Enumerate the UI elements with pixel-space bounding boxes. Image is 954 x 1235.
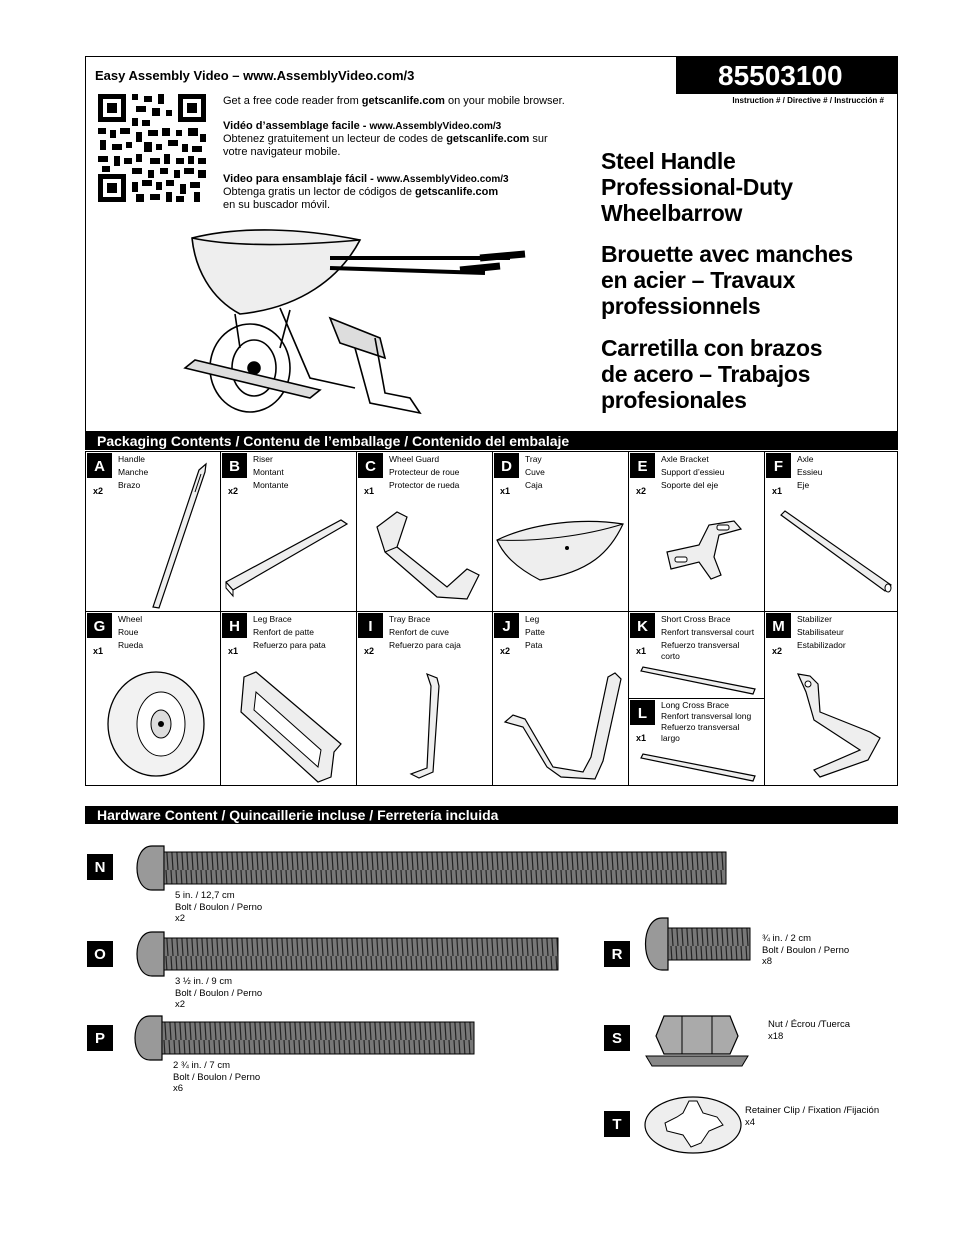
part-qty: x2 — [364, 646, 375, 656]
part-letter: G — [87, 613, 112, 638]
part-names — [661, 613, 754, 661]
title-fr-line: en acier – Travaux — [601, 267, 796, 293]
part-qty: x2 — [93, 486, 104, 496]
title-fr — [601, 241, 853, 319]
part-name: Montante — [253, 480, 289, 490]
scan-link-fr[interactable]: getscanlife.com — [446, 133, 530, 145]
title-es — [601, 335, 822, 413]
part-qty: x1 — [364, 486, 375, 496]
part-name: Caja — [525, 480, 543, 490]
wheel-guard-illustration — [367, 507, 487, 607]
part-name: Support d’essieu — [661, 467, 725, 477]
part-names — [525, 613, 545, 652]
part-cell-m[interactable] — [764, 611, 898, 786]
video-title-fr: Vidéo d’assemblage facile - — [223, 120, 370, 132]
title-en-line: Professional-Duty — [601, 174, 793, 200]
bolt-type: Bolt / Boulon / Perno — [175, 987, 263, 999]
hardware-letter-n: N — [87, 854, 113, 880]
scan-info-fr-text: Obtenez gratuitement un lecteur de codes de — [223, 133, 447, 145]
long-cross-brace-illustration — [639, 754, 759, 784]
bolt-qty: x2 — [175, 999, 186, 1010]
part-letter: M — [766, 613, 791, 638]
bolt-type: Bolt / Boulon / Perno — [175, 901, 263, 913]
part-name: largo — [661, 733, 680, 743]
part-qty: x1 — [772, 486, 783, 496]
title-en-line: Steel Handle — [601, 148, 736, 174]
scan-info-es-line2: en su buscador móvil. — [223, 199, 330, 211]
part-qty: x2 — [772, 646, 783, 656]
riser-illustration — [221, 512, 358, 602]
part-name: Patte — [525, 627, 545, 637]
bolt-size: 5 in. / 12,7 cm — [175, 890, 235, 901]
part-letter: D — [494, 453, 519, 478]
nut-type: Nut / Écrou /Tuerca — [768, 1019, 851, 1030]
part-name: Renfort de cuve — [389, 627, 450, 637]
part-letter: A — [87, 453, 112, 478]
bolt-qty: x8 — [762, 956, 773, 967]
leg-illustration — [503, 667, 623, 782]
scan-info-es-text: Obtenga gratis un lector de códigos de — [223, 186, 416, 198]
part-cell-e[interactable] — [628, 451, 765, 612]
part-names — [525, 453, 545, 492]
part-name: Roue — [118, 627, 139, 637]
part-cell-g[interactable] — [85, 611, 221, 786]
retainer-clip-illustration — [643, 1095, 743, 1155]
nut-qty: x18 — [768, 1030, 784, 1042]
handle-illustration — [111, 462, 211, 612]
part-letter: H — [222, 613, 247, 638]
part-letter: K — [630, 613, 655, 638]
part-name: Estabilizador — [797, 640, 846, 650]
part-qty: x1 — [636, 733, 647, 743]
part-name: Axle Bracket — [661, 454, 709, 464]
tray-brace-illustration — [397, 672, 457, 782]
bolt-type: Bolt / Boulon / Perno — [173, 1071, 261, 1083]
nut-label — [768, 1019, 850, 1042]
scan-info-fr-line2: votre navigateur mobile. — [223, 146, 341, 158]
bolt-p-illustration — [128, 1008, 488, 1068]
bolt-o-illustration — [130, 924, 570, 984]
title-fr-line: Brouette avec manches — [601, 241, 853, 267]
hardware-heading: Hardware Content / Quincaillerie incluse / Ferretería incluida — [85, 806, 898, 824]
part-cell-c[interactable] — [356, 451, 493, 612]
hardware-letter-o: O — [87, 941, 113, 967]
part-letter: J — [494, 613, 519, 638]
part-letter: B — [222, 453, 247, 478]
part-name: Riser — [253, 454, 273, 464]
scan-info-en — [223, 95, 565, 108]
part-name: Renfort transversal long — [661, 711, 752, 721]
part-name: Refuerzo transversal — [661, 640, 740, 650]
part-name: Refuerzo para caja — [389, 640, 461, 650]
clip-type: Retainer Clip / Fixation /Fijación — [745, 1105, 880, 1116]
title-fr-line: professionnels — [601, 293, 761, 319]
axle-illustration — [773, 507, 893, 597]
bolt-p-label — [173, 1060, 260, 1095]
part-names — [118, 613, 143, 652]
part-letter: I — [358, 613, 383, 638]
part-name: Essieu — [797, 467, 823, 477]
bolt-size: 2 ¾ in. / 7 cm — [173, 1060, 231, 1071]
video-title[interactable]: Easy Assembly Video – www.AssemblyVideo.com/3 — [95, 68, 415, 83]
part-letter: E — [630, 453, 655, 478]
leg-brace-illustration — [236, 672, 346, 782]
part-name: corto — [661, 651, 680, 661]
part-name: Handle — [118, 454, 145, 464]
title-en — [601, 148, 793, 226]
clip-qty: x4 — [745, 1116, 756, 1128]
nut-illustration — [642, 1012, 752, 1068]
part-qty: x2 — [228, 486, 239, 496]
bolt-o-label — [175, 976, 262, 1011]
part-name: Stabilizer — [797, 614, 832, 624]
qr-code-icon[interactable] — [96, 92, 208, 204]
part-name: Refuerzo para pata — [253, 640, 326, 650]
packaging-grid — [85, 451, 898, 785]
part-names — [389, 453, 459, 492]
title-es-line: de acero – Trabajos — [601, 361, 811, 387]
part-name: Soporte del eje — [661, 480, 719, 490]
part-cell-j[interactable] — [492, 611, 629, 786]
part-name: Tray — [525, 454, 542, 464]
bolt-qty: x2 — [175, 913, 186, 924]
part-name: Manche — [118, 467, 149, 477]
part-letter: C — [358, 453, 383, 478]
bolt-size: ¾ in. / 2 cm — [762, 933, 812, 944]
scan-info-fr-tail: sur — [529, 133, 548, 145]
title-es-line: profesionales — [601, 387, 747, 413]
scan-link-es[interactable]: getscanlife.com — [415, 186, 499, 198]
part-qty: x1 — [500, 486, 511, 496]
bolt-r-illustration — [640, 914, 760, 974]
video-url-fr[interactable]: www.AssemblyVideo.com/3 — [369, 121, 502, 132]
part-qty: x2 — [500, 646, 511, 656]
part-letter: L — [630, 700, 655, 725]
part-name: Wheel — [118, 614, 143, 624]
stabilizer-illustration — [790, 672, 890, 782]
part-names — [797, 453, 823, 492]
part-name: Protecteur de roue — [389, 467, 460, 477]
part-cell-f[interactable] — [764, 451, 898, 612]
bolt-n-illustration — [130, 838, 730, 898]
part-names — [253, 453, 288, 492]
part-name: Wheel Guard — [389, 454, 440, 464]
part-cell-l[interactable] — [628, 698, 765, 786]
title-es-line: Carretilla con brazos — [601, 335, 823, 361]
part-name: Tray Brace — [389, 614, 431, 624]
video-url-es[interactable]: www.AssemblyVideo.com/3 — [376, 174, 509, 185]
bolt-qty: x6 — [173, 1083, 184, 1094]
scan-info-fr — [223, 120, 548, 159]
scan-info-en-tail: on your mobile browser. — [444, 95, 565, 107]
wheel-illustration — [101, 667, 211, 782]
hardware-letter-p: P — [87, 1025, 113, 1051]
part-name: Refuerzo transversal — [661, 722, 740, 732]
part-cell-a[interactable] — [85, 451, 221, 612]
part-cell-d[interactable] — [492, 451, 629, 612]
part-cell-h[interactable] — [220, 611, 357, 786]
bolt-n-label — [175, 890, 262, 925]
part-names — [661, 700, 751, 744]
video-title-es: Video para ensamblaje fácil - — [223, 173, 377, 185]
part-qty: x1 — [636, 646, 647, 656]
part-names — [797, 613, 846, 652]
bolt-type: Bolt / Boulon / Perno — [762, 944, 850, 956]
title-en-line: Wheelbarrow — [601, 200, 743, 226]
instruction-label: Instruction # / Directive # / Instrucción # — [732, 96, 884, 105]
bolt-size: 3 ½ in. / 9 cm — [175, 976, 233, 987]
part-cell-b[interactable] — [220, 451, 357, 612]
part-name: Renfort de patte — [253, 627, 314, 637]
part-cell-i[interactable] — [356, 611, 493, 786]
part-name: Renfort transversal court — [661, 627, 755, 637]
scan-info-en-text: Get a free code reader from — [223, 95, 362, 107]
part-name: Montant — [253, 467, 284, 477]
part-name: Long Cross Brace — [661, 700, 730, 710]
part-names — [661, 453, 724, 492]
scan-info-es — [223, 173, 509, 212]
bolt-r-label — [762, 933, 849, 968]
hardware-letter-s: S — [604, 1025, 630, 1051]
part-name: Protector de rueda — [389, 480, 460, 490]
short-cross-brace-illustration — [639, 667, 759, 697]
hardware-letter-r: R — [604, 941, 630, 967]
part-name: Brazo — [118, 480, 141, 490]
part-name: Leg — [525, 614, 540, 624]
part-name: Leg Brace — [253, 614, 292, 624]
instruction-number: 85503100 — [676, 57, 897, 94]
retainer-clip-label — [745, 1105, 879, 1128]
part-names — [253, 613, 326, 652]
hardware-letter-t: T — [604, 1111, 630, 1137]
part-name: Axle — [797, 454, 814, 464]
scan-link-en[interactable]: getscanlife.com — [361, 95, 445, 107]
packaging-heading: Packaging Contents / Contenu de l’emballage / Contenido del embalaje — [85, 432, 898, 450]
part-qty: x2 — [636, 486, 647, 496]
wheelbarrow-illustration — [180, 218, 540, 423]
part-name: Eje — [797, 480, 810, 490]
tray-illustration — [495, 512, 627, 592]
part-name: Short Cross Brace — [661, 614, 731, 624]
axle-bracket-illustration — [659, 517, 749, 587]
part-qty: x1 — [93, 646, 104, 656]
part-qty: x1 — [228, 646, 239, 656]
part-names — [389, 613, 461, 652]
part-name: Cuve — [525, 467, 545, 477]
part-name: Pata — [525, 640, 543, 650]
part-letter: F — [766, 453, 791, 478]
part-name: Rueda — [118, 640, 144, 650]
part-cell-k[interactable] — [628, 611, 765, 699]
part-name: Stabilisateur — [797, 627, 844, 637]
